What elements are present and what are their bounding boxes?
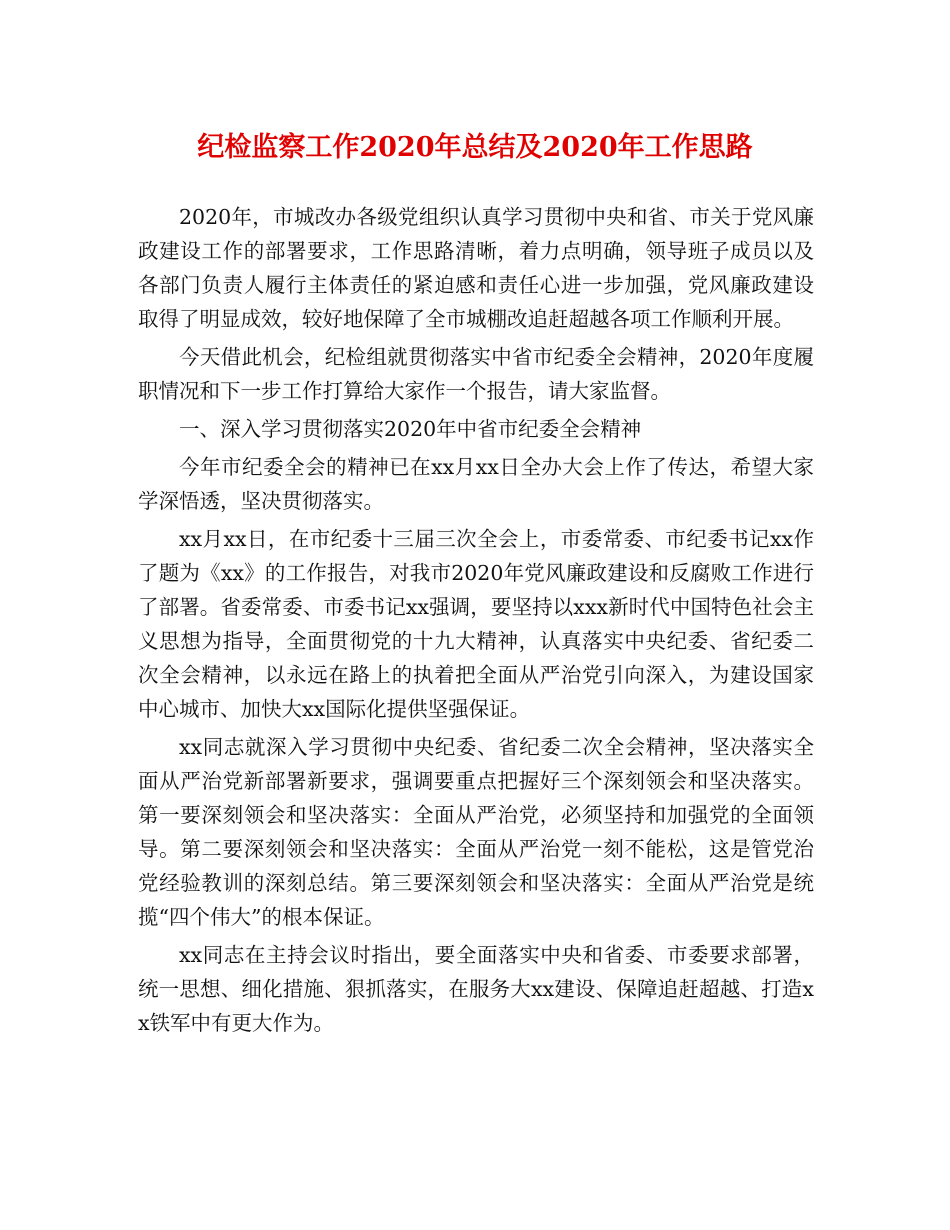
document-body	[138, 200, 814, 1044]
paragraph: xx同志在主持会议时指出，要全面落实中央和省委、市委要求部署，统一思想、细化措施、狠抓落实，在服务大xx建设、保障追赶超越、打造xx铁军中有更大作为。	[138, 943, 814, 1035]
paragraph: 今年市纪委全会的精神已在xx月xx日全办大会上作了传达，希望大家学深悟透，坚决贯彻落实。	[138, 455, 814, 513]
paragraph: 今天借此机会，纪检组就贯彻落实中省市纪委全会精神，2020年度履职情况和下一步工作打算给大家作一个报告，请大家监督。	[138, 345, 814, 403]
paragraph: xx月xx日，在市纪委十三届三次全会上，市委常委、市纪委书记xx作了题为《xx》的工作报告，对我市2020年党风廉政建设和反腐败工作进行了部署。省委常委、市委书记xx强调，要坚持以xxx新时代中国特色社会主义思想为指导，全面贯彻党的十九大精神，认真落实中央纪委、省纪委二次全会精神，以永远在路上的执着把全面从严治党引向深入，为建设国家中心城市、加快大xx国际化提供坚强保证。	[138, 527, 814, 721]
document-title: 纪检监察工作2020年总结及2020年工作思路	[197, 132, 753, 163]
paragraph: xx同志就深入学习贯彻中央纪委、省纪委二次全会精神，坚决落实全面从严治党新部署新要求，强调要重点把握好三个深刻领会和坚决落实。第一要深刻领会和坚决落实：全面从严治党，必须坚持和加强党的全面领导。第二要深刻领会和坚决落实：全面从严治党一刻不能松，这是管党治党经验教训的深刻总结。第三要深刻领会和坚决落实：全面从严治党是统揽“四个伟大”的根本保证。	[138, 735, 814, 929]
section-heading: 一、深入学习贯彻落实2020年中省市纪委全会精神	[179, 417, 642, 441]
paragraph: 2020年，市城改办各级党组织认真学习贯彻中央和省、市关于党风廉政建设工作的部署要求，工作思路清晰，着力点明确，领导班子成员以及各部门负责人履行主体责任的紧迫感和责任心进一步加强，党风廉政建设取得了明显成效，较好地保障了全市城棚改追赶超越各项工作顺利开展。	[138, 205, 814, 331]
